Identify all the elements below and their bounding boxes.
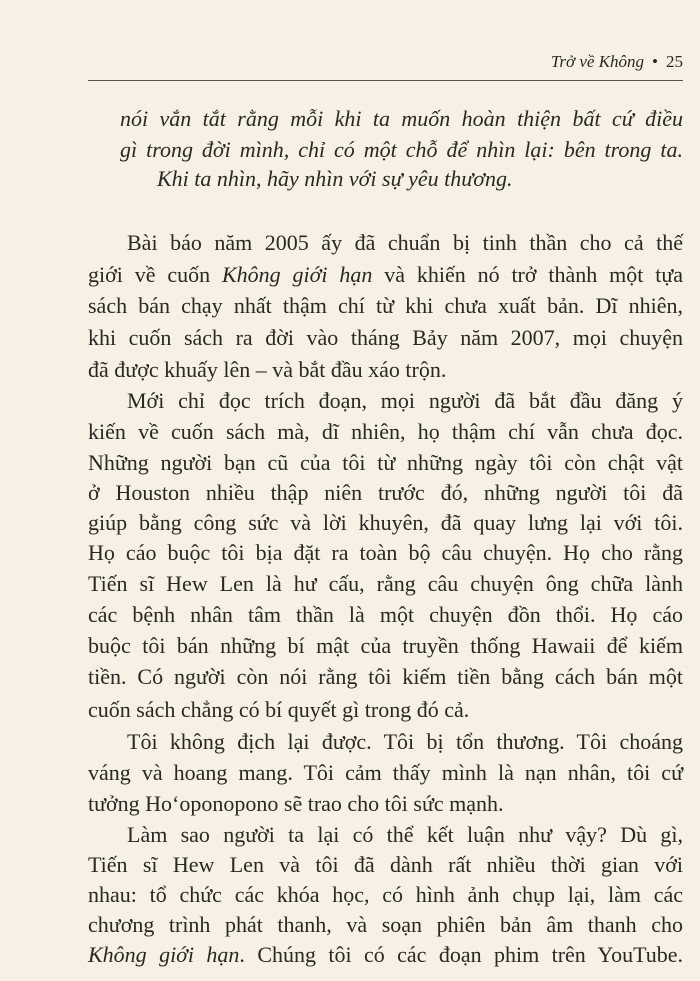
paragraph-line: Làm sao người ta lại có thể kết luận như vậy? Dù gì, [127, 822, 683, 847]
paragraph-line [88, 942, 683, 968]
text: và khiến nó trở thành một tựa [372, 262, 684, 287]
page-number: 25 [666, 52, 683, 71]
paragraph-line: kiến về cuốn sách mà, dĩ nhiên, họ thậm chí vẫn chưa đọc. [88, 419, 683, 444]
paragraph-line: cuốn sách chẳng có bí quyết gì trong đó cả. [88, 697, 470, 722]
header-rule [88, 80, 683, 81]
paragraph-line: Họ cáo buộc tôi bịa đặt ra toàn bộ câu chuyện. Họ cho rằng [88, 540, 683, 565]
paragraph-line: nhau: tổ chức các khóa học, có hình ảnh chụp lại, làm các [88, 882, 683, 907]
paragraph-line: sách bán chạy nhất thậm chí từ khi chưa xuất bản. Dĩ nhiên, [88, 293, 683, 318]
paragraph-line: Mới chỉ đọc trích đoạn, mọi người đã bắt đầu đăng ý [127, 388, 683, 413]
paragraph-line: ở Houston nhiều thập niên trước đó, những người tôi đã [88, 480, 683, 505]
text: . Chúng tôi có các đoạn phim trên YouTube. [239, 942, 683, 967]
paragraph-line: váng và hoang mang. Tôi cảm thấy mình là nạn nhân, tôi cứ [88, 760, 683, 785]
paragraph-line: Bài báo năm 2005 ấy đã chuẩn bị tinh thần cho cả thế [127, 230, 683, 255]
paragraph-line: tiền. Có người còn nói rằng tôi kiếm tiền bằng cách bán một [88, 664, 683, 689]
paragraph-line: các bệnh nhân tâm thần là một chuyện đồn thổi. Họ cáo [88, 602, 683, 627]
header-bullet: • [652, 52, 658, 71]
quote-line: Khi ta nhìn, hãy nhìn với sự yêu thương. [157, 166, 513, 191]
text: giới về cuốn [88, 262, 222, 287]
paragraph-line: đã được khuấy lên – và bắt đầu xáo trộn. [88, 357, 447, 382]
paragraph-line: khi cuốn sách ra đời vào tháng Bảy năm 2007, mọi chuyện [88, 325, 683, 350]
paragraph-line: Tiến sĩ Hew Len và tôi đã dành rất nhiều thời gian với [88, 852, 683, 877]
header-title: Trở về Không [550, 52, 645, 71]
quote-line: nói vắn tắt rằng mỗi khi ta muốn hoàn thiện bất cứ điều [120, 106, 683, 131]
paragraph-line [88, 262, 683, 288]
paragraph-line: buộc tôi bán những bí mật của truyền thống Hawaii để kiếm [88, 633, 683, 658]
paragraph-line: Tôi không địch lại được. Tôi bị tổn thương. Tôi choáng [127, 729, 683, 754]
book-title: Không giới hạn [221, 262, 373, 287]
paragraph-line: chương trình phát thanh, và soạn phiên bản âm thanh cho [88, 912, 683, 937]
quote-line: gì trong đời mình, chỉ có một chỗ để nhìn lại: bên trong ta. [120, 137, 683, 162]
running-header [551, 52, 683, 72]
paragraph-line: tưởng Hoʻoponopono sẽ trao cho tôi sức mạnh. [88, 791, 504, 816]
paragraph-line: Những người bạn cũ của tôi từ những ngày tôi còn chật vật [88, 450, 683, 475]
paragraph-line: giúp bằng công sức và lời khuyên, đã quay lưng lại với tôi. [88, 510, 683, 535]
book-title: Không giới hạn [88, 942, 240, 967]
paragraph-line: Tiến sĩ Hew Len là hư cấu, rằng câu chuyện ông chữa lành [88, 571, 683, 596]
